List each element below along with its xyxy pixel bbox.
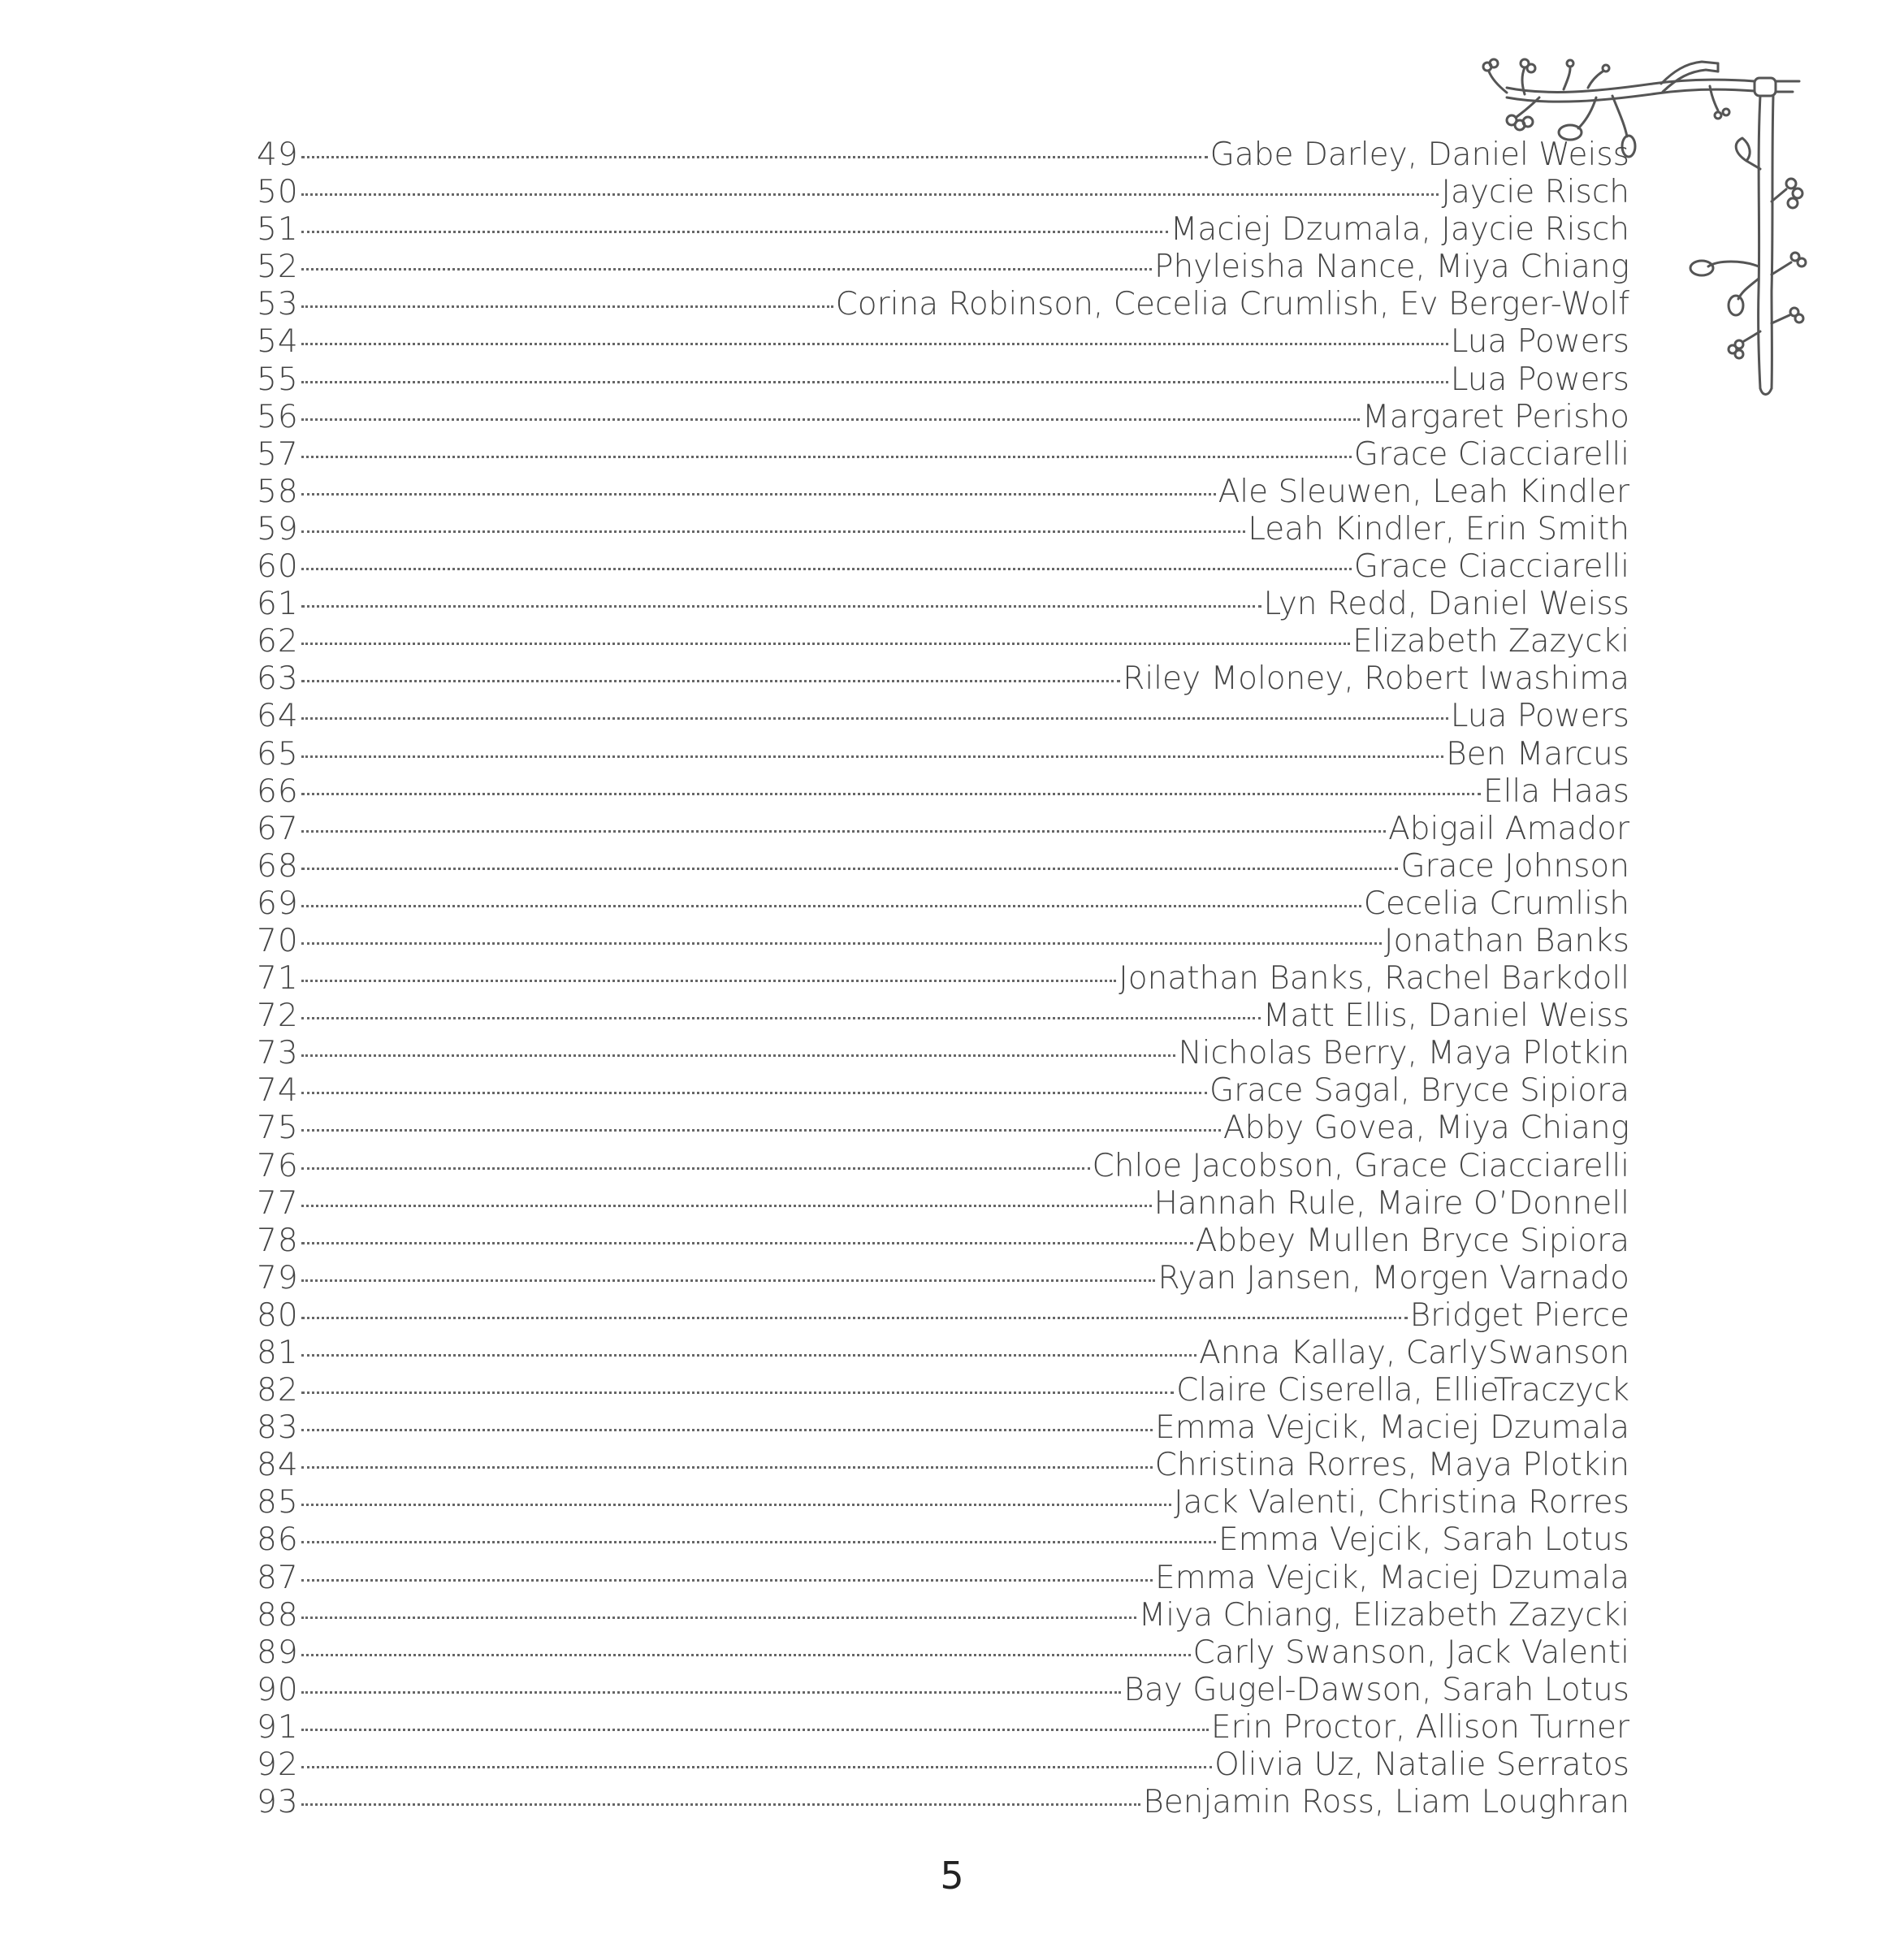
entry-number: 82 <box>257 1372 299 1409</box>
entry-number: 54 <box>257 323 299 361</box>
toc-entry <box>257 586 1629 623</box>
entry-names: Abigail Amador <box>1388 810 1629 847</box>
entry-names: Chloe Jacobson, Grace Ciacciarelli <box>1092 1147 1629 1184</box>
entry-number: 81 <box>257 1335 299 1371</box>
dot-leader <box>301 343 1448 345</box>
entry-number: 92 <box>257 1746 299 1784</box>
dot-leader <box>301 305 833 308</box>
entry-names: Jaycie Risch <box>1441 174 1629 211</box>
entry-number: 72 <box>257 998 299 1035</box>
table-of-contents <box>257 136 1629 1821</box>
dot-leader <box>301 1466 1153 1469</box>
toc-entry <box>257 174 1629 211</box>
entry-names: Ryan Jansen, Morgen Varnado <box>1158 1259 1629 1296</box>
entry-names: Jack Valenti, Christina Rorres <box>1174 1484 1629 1521</box>
entry-number: 58 <box>257 473 299 510</box>
toc-entry <box>257 1784 1629 1821</box>
toc-entry <box>257 1709 1629 1746</box>
dot-leader <box>301 456 1352 458</box>
dot-leader <box>301 605 1261 608</box>
toc-entry <box>257 511 1629 548</box>
toc-entry <box>257 1447 1629 1484</box>
dot-leader <box>301 193 1439 196</box>
entry-number: 49 <box>257 136 299 173</box>
entry-names: Grace Ciacciarelli <box>1353 435 1629 473</box>
entry-number: 89 <box>257 1634 299 1671</box>
entry-names: Margaret Perisho <box>1362 398 1629 435</box>
entry-names: Abbey Mullen Bryce Sipiora <box>1195 1222 1629 1259</box>
toc-entry <box>257 660 1629 698</box>
entry-names: Erin Proctor, Allison Turner <box>1210 1708 1629 1746</box>
toc-entry <box>257 1560 1629 1597</box>
dot-leader <box>301 1654 1191 1656</box>
entry-names: Grace Sagal, Bryce Sipiora <box>1209 1072 1629 1110</box>
entry-number: 83 <box>257 1409 299 1447</box>
toc-entry <box>257 1335 1629 1372</box>
dot-leader <box>301 980 1117 982</box>
entry-names: Abby Govea, Miya Chiang <box>1222 1110 1629 1147</box>
entry-number: 77 <box>257 1184 299 1222</box>
toc-entry <box>257 773 1629 811</box>
toc-entry <box>257 436 1629 474</box>
dot-leader <box>301 530 1246 533</box>
dot-leader <box>301 1579 1153 1582</box>
dot-leader <box>301 755 1444 758</box>
entry-names: Ella Haas <box>1482 773 1629 810</box>
entry-number: 63 <box>257 660 299 698</box>
entry-names: Emma Vejcik, Sarah Lotus <box>1218 1521 1629 1559</box>
toc-entry <box>257 211 1629 249</box>
dot-leader <box>301 1017 1261 1019</box>
dot-leader <box>301 568 1352 570</box>
entry-number: 71 <box>257 960 299 998</box>
entry-number: 73 <box>257 1035 299 1072</box>
dot-leader <box>301 231 1168 233</box>
entry-number: 87 <box>257 1559 299 1596</box>
entry-number: 78 <box>257 1222 299 1259</box>
toc-entry <box>257 1521 1629 1559</box>
toc-entry <box>257 548 1629 586</box>
dot-leader <box>301 381 1448 383</box>
toc-entry <box>257 736 1629 773</box>
entry-number: 55 <box>257 361 299 398</box>
dot-leader <box>301 156 1208 158</box>
dot-leader <box>301 1729 1209 1731</box>
entry-number: 76 <box>257 1147 299 1184</box>
toc-entry <box>257 923 1629 960</box>
entry-names: Gabe Darley, Daniel Weiss <box>1209 136 1629 173</box>
dot-leader <box>301 1803 1141 1806</box>
entry-names: Riley Moloney, Robert Iwashima <box>1123 660 1629 698</box>
toc-entry <box>257 1185 1629 1223</box>
toc-entry <box>257 1372 1629 1409</box>
dot-leader <box>301 418 1360 421</box>
entry-names: Leah Kindler, Erin Smith <box>1248 510 1629 548</box>
entry-number: 88 <box>257 1596 299 1634</box>
toc-entry <box>257 1409 1629 1447</box>
entry-number: 51 <box>257 211 299 249</box>
toc-entry <box>257 623 1629 660</box>
entry-names: Olivia Uz, Natalie Serratos <box>1214 1746 1629 1784</box>
entry-names: Matt Ellis, Daniel Weiss <box>1262 998 1629 1035</box>
toc-entry <box>257 286 1629 323</box>
entry-number: 53 <box>257 286 299 323</box>
toc-entry <box>257 998 1629 1035</box>
entry-number: 64 <box>257 698 299 735</box>
entry-number: 86 <box>257 1521 299 1559</box>
entry-names: Hannah Rule, Maire O’Donnell <box>1153 1184 1629 1222</box>
entry-number: 91 <box>257 1708 299 1746</box>
entry-names: Ale Sleuwen, Leah Kindler <box>1218 473 1629 510</box>
dot-leader <box>301 1279 1156 1282</box>
toc-entry <box>257 1072 1629 1110</box>
entry-names: Carly Swanson, Jack Valenti <box>1192 1634 1629 1671</box>
entry-names: Nicholas Berry, Maya Plotkin <box>1178 1035 1629 1072</box>
entry-names: Bay Gugel-Dawson, Sarah Lotus <box>1123 1671 1629 1708</box>
entry-number: 90 <box>257 1671 299 1708</box>
entry-names: Anna Kallay, CarlySwanson <box>1199 1335 1629 1371</box>
dot-leader <box>301 1054 1176 1057</box>
toc-entry <box>257 811 1629 848</box>
entry-names: Emma Vejcik, Maciej Dzumala <box>1155 1559 1629 1596</box>
toc-entry <box>257 1148 1629 1185</box>
entry-number: 69 <box>257 885 299 922</box>
toc-entry <box>257 1035 1629 1072</box>
entry-names: Emma Vejcik, Maciej Dzumala <box>1155 1409 1629 1447</box>
toc-entry <box>257 1634 1629 1672</box>
dot-leader <box>301 1766 1212 1768</box>
dot-leader <box>301 793 1481 795</box>
entry-names: Maciej Dzumala, Jaycie Risch <box>1170 211 1629 249</box>
entry-number: 80 <box>257 1296 299 1334</box>
entry-names: Lua Powers <box>1450 323 1629 361</box>
toc-entry <box>257 1597 1629 1634</box>
entry-number: 85 <box>257 1484 299 1521</box>
entry-number: 61 <box>257 586 299 623</box>
entry-number: 79 <box>257 1259 299 1296</box>
entry-number: 74 <box>257 1072 299 1110</box>
entry-names: Miya Chiang, Elizabeth Zazycki <box>1138 1596 1629 1634</box>
dot-leader <box>301 1205 1152 1207</box>
toc-entry <box>257 698 1629 735</box>
entry-number: 50 <box>257 174 299 211</box>
dot-leader <box>301 1242 1193 1244</box>
entry-number: 68 <box>257 847 299 885</box>
dot-leader <box>301 717 1448 720</box>
entry-names: Christina Rorres, Maya Plotkin <box>1154 1447 1629 1484</box>
dot-leader <box>301 942 1382 945</box>
dot-leader <box>301 1129 1221 1132</box>
entry-number: 75 <box>257 1110 299 1147</box>
toc-entry <box>257 1110 1629 1147</box>
dot-leader <box>301 680 1121 682</box>
entry-names: Lyn Redd, Daniel Weiss <box>1263 586 1629 623</box>
dot-leader <box>301 643 1350 645</box>
toc-entry <box>257 249 1629 286</box>
dot-leader <box>301 493 1216 496</box>
entry-number: 57 <box>257 435 299 473</box>
entry-number: 84 <box>257 1447 299 1484</box>
dot-leader <box>301 1691 1122 1694</box>
dot-leader <box>301 1317 1408 1319</box>
entry-names: Lua Powers <box>1450 698 1629 735</box>
entry-names: Bridget Pierce <box>1409 1296 1629 1334</box>
entry-number: 65 <box>257 735 299 773</box>
dot-leader <box>301 868 1399 870</box>
dot-leader <box>301 1092 1207 1094</box>
toc-entry <box>257 399 1629 436</box>
dot-leader <box>301 1354 1196 1357</box>
toc-entry <box>257 1260 1629 1297</box>
entry-number: 70 <box>257 922 299 959</box>
entry-names: Grace Ciacciarelli <box>1353 548 1629 586</box>
dot-leader <box>301 1167 1090 1170</box>
entry-number: 52 <box>257 249 299 286</box>
dot-leader <box>301 1504 1172 1506</box>
entry-names: Benjamin Ross, Liam Loughran <box>1143 1784 1629 1821</box>
toc-entry <box>257 960 1629 998</box>
entry-number: 59 <box>257 510 299 548</box>
toc-entry <box>257 848 1629 885</box>
entry-names: Jonathan Banks, Rachel Barkdoll <box>1119 960 1629 998</box>
toc-entry <box>257 1672 1629 1709</box>
entry-number: 66 <box>257 773 299 810</box>
toc-entry <box>257 1297 1629 1335</box>
dot-leader <box>301 1541 1216 1543</box>
entry-names: Jonathan Banks <box>1383 922 1629 959</box>
entry-number: 56 <box>257 398 299 435</box>
toc-entry <box>257 1223 1629 1260</box>
toc-entry <box>257 1746 1629 1784</box>
dot-leader <box>301 1429 1153 1431</box>
entry-names: Lua Powers <box>1450 361 1629 398</box>
toc-entry <box>257 361 1629 399</box>
entry-number: 93 <box>257 1784 299 1821</box>
entry-number: 67 <box>257 810 299 847</box>
toc-entry <box>257 323 1629 361</box>
toc-entry <box>257 474 1629 511</box>
entry-names: Cecelia Crumlish <box>1363 885 1629 922</box>
entry-names: Corina Robinson, Cecelia Crumlish, Ev Berger-Wolf <box>835 286 1629 323</box>
entry-number: 60 <box>257 548 299 586</box>
dot-leader <box>301 268 1152 271</box>
page-number: 5 <box>940 1854 964 1898</box>
toc-entry <box>257 885 1629 923</box>
dot-leader <box>301 1617 1136 1619</box>
entry-names: Phyleisha Nance, Miya Chiang <box>1154 249 1629 286</box>
entry-number: 62 <box>257 623 299 660</box>
entry-names: Claire Ciserella, EllieTraczyck <box>1176 1372 1629 1409</box>
dot-leader <box>301 905 1361 907</box>
entry-names: Elizabeth Zazycki <box>1352 623 1629 660</box>
toc-entry <box>257 136 1629 174</box>
dot-leader <box>301 1391 1175 1394</box>
entry-names: Ben Marcus <box>1446 735 1629 773</box>
dot-leader <box>301 830 1386 833</box>
entry-names: Grace Johnson <box>1400 847 1629 885</box>
toc-entry <box>257 1484 1629 1521</box>
